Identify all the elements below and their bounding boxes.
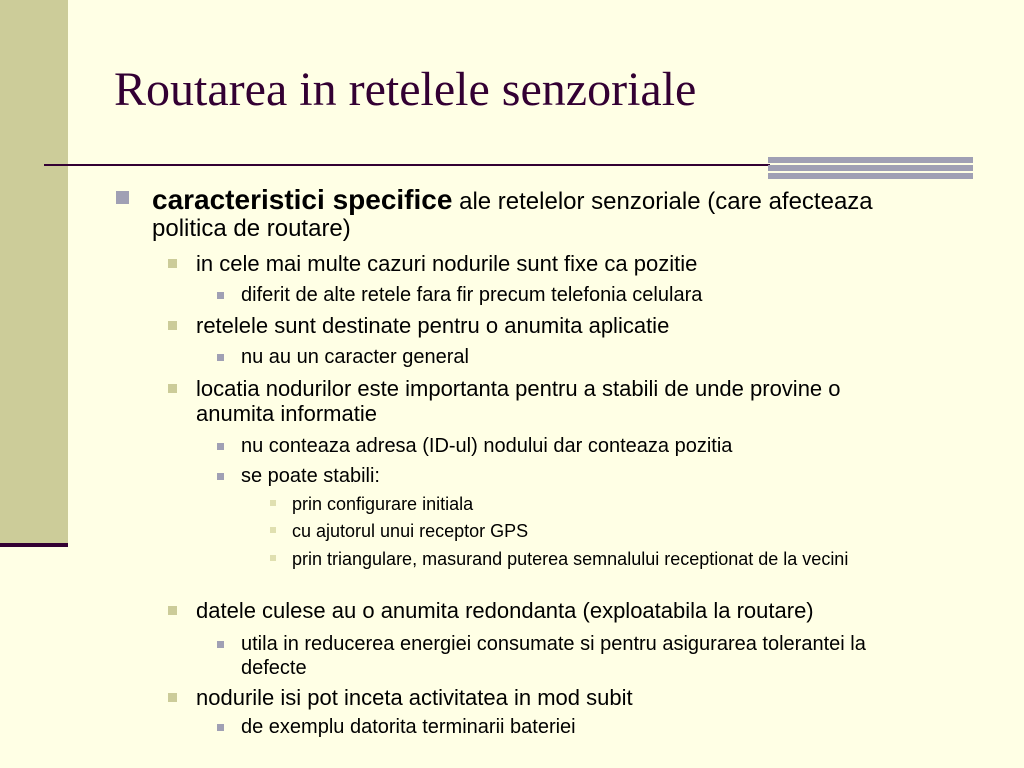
bullet-text: de exemplu datorita terminarii bateriei (241, 716, 576, 738)
bullet-item (241, 434, 941, 458)
decorative-bars (768, 157, 973, 179)
square-bullet-icon (270, 527, 276, 533)
bullet-item (241, 464, 941, 488)
decorative-bar (768, 173, 973, 179)
bullet-item (196, 251, 956, 276)
bullet-item (241, 632, 931, 680)
bullet-item (292, 521, 952, 541)
bullet-text: cu ajutorul unui receptor GPS (292, 521, 529, 541)
square-bullet-icon (217, 443, 224, 450)
bullet-text: locatia nodurilor este importanta pentru a stabili de unde provine o anumita informatie (196, 376, 841, 426)
bullet-text: nu au un caracter general (241, 346, 469, 368)
left-band-rule (0, 543, 68, 547)
bullet-text: retelele sunt destinate pentru o anumita aplicatie (196, 313, 670, 338)
bullet-item (241, 345, 941, 369)
bullet-text: prin triangulare, masurand puterea semnalului receptionat de la vecini (292, 549, 849, 569)
bullet-item (292, 494, 952, 514)
bullet-text: in cele mai multe cazuri nodurile sunt fixe ca pozitie (196, 251, 698, 276)
square-bullet-icon (217, 473, 224, 480)
bullet-text: ale retelelor senzoriale (care afecteaza politica de routare) (152, 188, 873, 242)
bullet-item (196, 376, 896, 426)
square-bullet-icon (217, 641, 224, 648)
square-bullet-icon (270, 555, 276, 561)
square-bullet-icon (168, 259, 177, 268)
bullet-item (152, 186, 942, 242)
decorative-bar (768, 165, 973, 171)
square-bullet-icon (116, 191, 129, 204)
title-underline (44, 164, 770, 166)
bullet-text: utila in reducerea energiei consumate si pentru asigurarea tolerantei la defecte (241, 633, 866, 679)
bullet-emphasis: caracteristici specifice (152, 184, 453, 215)
bullet-text: nu conteaza adresa (ID-ul) nodului dar conteaza pozitia (241, 435, 733, 457)
bullet-item (292, 549, 942, 569)
square-bullet-icon (217, 354, 224, 361)
bullet-item (196, 598, 976, 623)
slide-title: Routarea in retelele senzoriale (114, 63, 697, 116)
bullet-text: prin configurare initiala (292, 494, 474, 514)
bullet-text: diferit de alte retele fara fir precum telefonia celulara (241, 284, 703, 306)
square-bullet-icon (217, 724, 224, 731)
square-bullet-icon (217, 292, 224, 299)
square-bullet-icon (168, 384, 177, 393)
square-bullet-icon (168, 606, 177, 615)
bullet-text: se poate stabili: (241, 465, 380, 487)
left-accent-band (0, 0, 68, 545)
bullet-item (196, 685, 956, 710)
square-bullet-icon (270, 500, 276, 506)
bullet-item (196, 313, 956, 338)
bullet-item (241, 283, 941, 307)
square-bullet-icon (168, 321, 177, 330)
bullet-item (241, 715, 941, 739)
bullet-text: datele culese au o anumita redondanta (exploatabila la routare) (196, 598, 814, 623)
square-bullet-icon (168, 693, 177, 702)
decorative-bar (768, 157, 973, 163)
bullet-text: nodurile isi pot inceta activitatea in mod subit (196, 685, 633, 710)
